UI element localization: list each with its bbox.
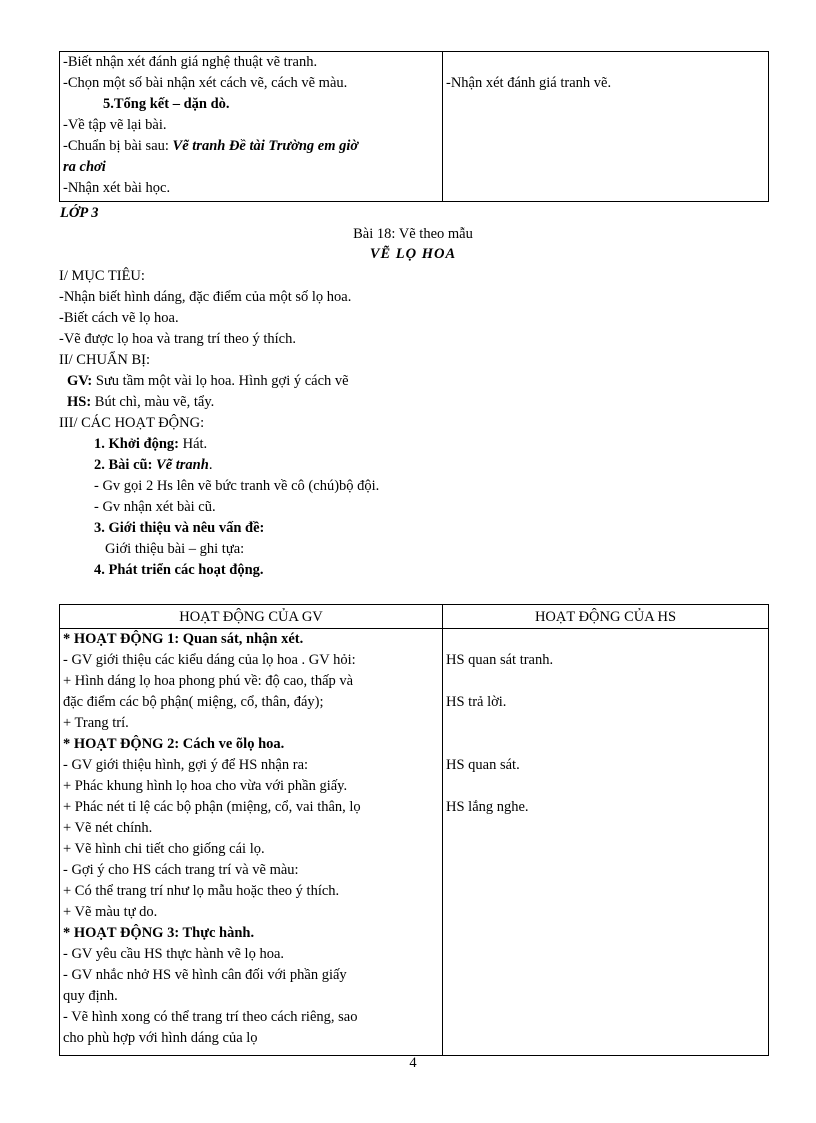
- step-1: [59, 434, 379, 455]
- prep-next-lesson: [63, 136, 439, 157]
- hs-line: HS quan sát.: [446, 757, 520, 773]
- top-line-last: -Nhận xét bài học.: [63, 180, 171, 196]
- lesson-number-title: Bài 18: Vẽ theo mẫu: [353, 226, 473, 242]
- gv-line: - Vẽ hình xong có thể trang trí theo cách riêng, sao: [63, 1009, 358, 1025]
- step-3-label: 3. Giới thiệu và nêu vấn đề:: [94, 520, 265, 536]
- prep-gv: [59, 371, 379, 392]
- step-4-label: 4. Phát triển các hoạt động.: [94, 562, 264, 578]
- gv-line: + Phác nét tỉ lệ các bộ phận (miệng, cổ, vai thân, lọ: [63, 799, 361, 815]
- hs-line-blank: [446, 776, 765, 797]
- step-3-sub: Giới thiệu bài – ghi tựa:: [105, 541, 245, 557]
- summary-heading: 5.Tổng kết – dặn dò.: [103, 96, 230, 112]
- next-lesson-title-cont: ra chơi: [63, 159, 106, 175]
- gv-line: + Phác khung hình lọ hoa cho vừa với phần giấy.: [63, 778, 348, 794]
- hs-line: HS quan sát tranh.: [446, 652, 554, 668]
- gv-line: đặc điểm các bộ phận( miệng, cổ, thân, đáy);: [63, 694, 324, 710]
- step-2: [59, 455, 379, 476]
- step-1-text: Hát.: [178, 436, 208, 452]
- hs-line-blank: [446, 713, 765, 734]
- gv-label: GV:: [67, 373, 93, 389]
- prep-prefix: -Chuẩn bị bài sau:: [63, 138, 173, 154]
- gv-column-header: HOẠT ĐỘNG CỦA GV: [60, 605, 443, 629]
- hs-activity-cell: [443, 629, 769, 1056]
- activity-table: [59, 604, 769, 1056]
- previous-lesson-gv-cell: [60, 52, 443, 202]
- top-line-4: -Về tập vẽ lại bài.: [63, 117, 167, 133]
- gv-line: + Vẽ nét chính.: [63, 820, 153, 836]
- gv-line: + Có thể trang trí như lọ mẫu hoặc theo ý thích.: [63, 883, 340, 899]
- gv-line: + Hình dáng lọ hoa phong phú về: độ cao, thấp và: [63, 673, 354, 689]
- gv-line: + Trang trí.: [63, 715, 129, 731]
- top-line-2: -Chọn một số bài nhận xét cách vẽ, cách vẽ màu.: [63, 75, 348, 91]
- objective-item: -Vẽ được lọ hoa và trang trí theo ý thích.: [59, 331, 296, 347]
- lesson-name: VẼ LỌ HOA: [369, 246, 457, 262]
- step-1-label: 1. Khởi động:: [94, 436, 179, 452]
- next-lesson-title: Vẽ tranh Đề tài Trường em giờ: [172, 138, 359, 154]
- gv-line: - GV yêu cầu HS thực hành vẽ lọ hoa.: [63, 946, 285, 962]
- gv-activity-cell: [60, 629, 443, 1056]
- previous-lesson-table: [59, 51, 769, 202]
- top-right-text: -Nhận xét đánh giá tranh vẽ.: [446, 75, 612, 91]
- previous-lesson-hs-cell: [443, 52, 769, 202]
- objective-item: -Nhận biết hình dáng, đặc điểm của một số lọ hoa.: [59, 289, 352, 305]
- objective-item: -Biết cách vẽ lọ hoa.: [59, 310, 179, 326]
- step-2-sub: - Gv gọi 2 Hs lên vẽ bức tranh về cô (chú)bộ đội.: [94, 478, 380, 494]
- objectives-section: [59, 266, 379, 581]
- activity-heading-2: * HOẠT ĐỘNG 2: Cách ve õlọ hoa.: [63, 736, 285, 752]
- objectives-heading: I/ MỤC TIÊU:: [59, 268, 145, 284]
- activity-heading-1: * HOẠT ĐỘNG 1: Quan sát, nhận xét.: [63, 631, 304, 647]
- step-2-sub: - Gv nhận xét bài cũ.: [94, 499, 216, 515]
- hs-line: HS trả lời.: [446, 694, 507, 710]
- gv-line: + Vẽ màu tự do.: [63, 904, 158, 920]
- hs-text: Bút chì, màu vẽ, tẩy.: [91, 394, 215, 410]
- hs-column-header: HOẠT ĐỘNG CỦA HS: [443, 605, 769, 629]
- gv-line: + Vẽ hình chi tiết cho giống cái lọ.: [63, 841, 265, 857]
- gv-text: Sưu tầm một vài lọ hoa. Hình gợi ý cách vẽ: [92, 373, 349, 389]
- hs-line-blank: [446, 671, 765, 692]
- step-2-end: .: [208, 457, 213, 473]
- page-number: 4: [409, 1055, 417, 1071]
- class-label: LỚP 3: [60, 205, 99, 221]
- gv-line: - GV giới thiệu hình, gợi ý để HS nhận ra:: [63, 757, 309, 773]
- gv-line: cho phù hợp với hình dáng của lọ: [63, 1030, 258, 1046]
- preparation-heading: II/ CHUẨN BỊ:: [59, 352, 151, 368]
- hs-label: HS:: [67, 394, 92, 410]
- hs-line-blank: [446, 734, 765, 755]
- hs-line-blank: [446, 629, 765, 650]
- gv-line: - Gợi ý cho HS cách trang trí và vẽ màu:: [63, 862, 299, 878]
- step-2-italic: Vẽ tranh: [156, 457, 209, 473]
- gv-line: quy định.: [63, 988, 118, 1004]
- prep-hs: [59, 392, 379, 413]
- activities-heading: III/ CÁC HOẠT ĐỘNG:: [59, 415, 205, 431]
- gv-line: - GV nhắc nhở HS vẽ hình cân đối với phần giấy: [63, 967, 347, 983]
- hs-line: HS lắng nghe.: [446, 799, 529, 815]
- gv-line: - GV giới thiệu các kiểu dáng của lọ hoa . GV hỏi:: [63, 652, 356, 668]
- activity-heading-3: * HOẠT ĐỘNG 3: Thực hành.: [63, 925, 255, 941]
- top-line-1: -Biết nhận xét đánh giá nghệ thuật vẽ tranh.: [63, 54, 318, 70]
- step-2-label: 2. Bài cũ:: [94, 457, 153, 473]
